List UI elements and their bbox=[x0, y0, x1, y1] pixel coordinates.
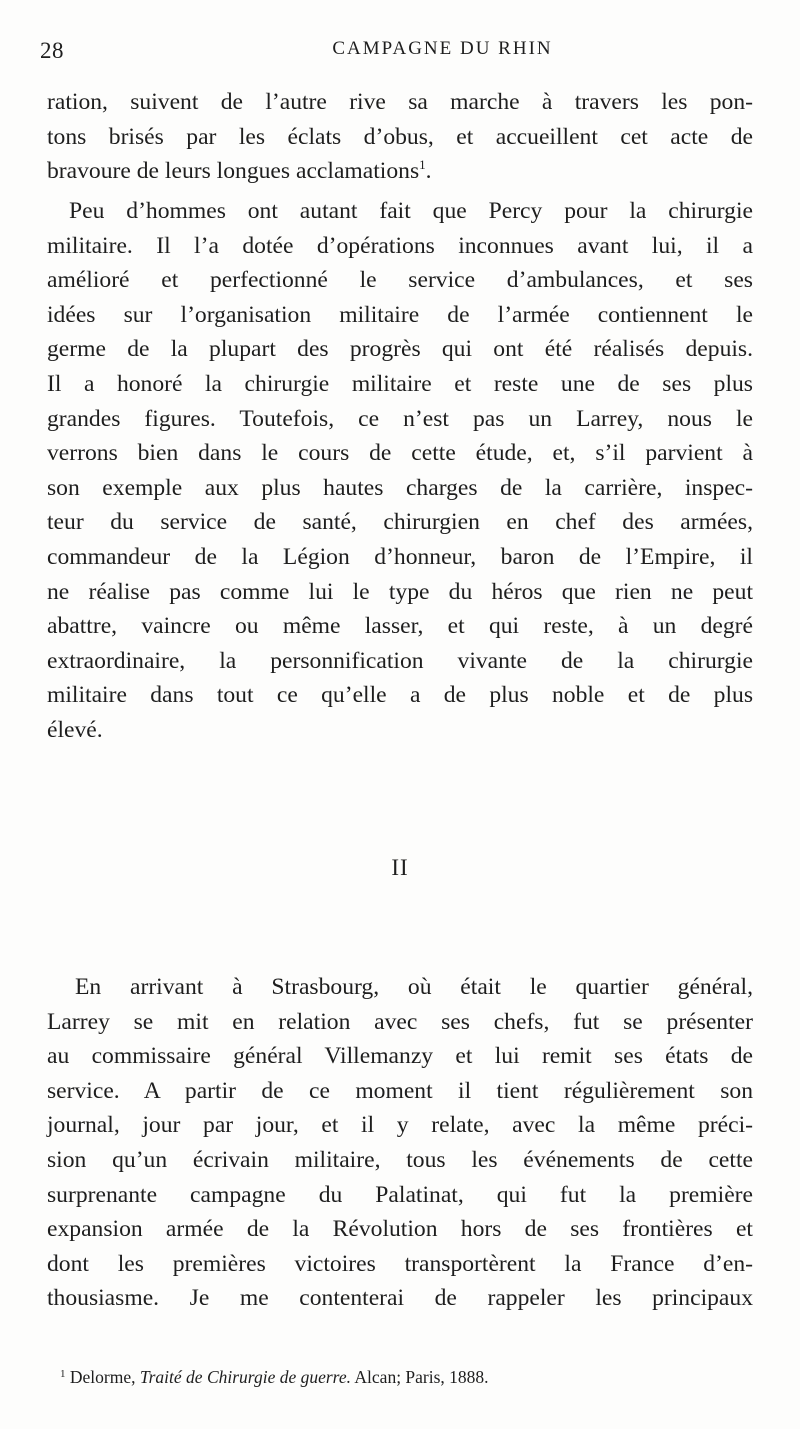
text-line: ration, suivent de l’autre rive sa marche à travers les pon- bbox=[47, 89, 753, 115]
text-line-content: bravoure de leurs longues acclamations bbox=[47, 158, 420, 185]
footnote-reference: 1 bbox=[419, 157, 426, 173]
footnote-publisher: Alcan; Paris, 1888. bbox=[354, 1367, 489, 1387]
page-header bbox=[40, 38, 755, 72]
text-line: amélioré et perfectionné le service d’ambulances, et ses bbox=[47, 267, 753, 294]
text-line bbox=[47, 154, 753, 189]
text-line: teur du service de santé, chirurgien en chef des armées, bbox=[47, 509, 753, 536]
text-line: extraordinaire, la personnification vivante de la chirurgie bbox=[47, 647, 753, 674]
footnote-author: Delorme, bbox=[69, 1367, 136, 1387]
running-title: CAMPAGNE DU RHIN bbox=[332, 38, 553, 59]
text-line: militaire. Il l’a dotée d’opérations inconnues avant lui, il a bbox=[47, 232, 753, 259]
footnote bbox=[60, 1367, 489, 1388]
page-number: 28 bbox=[40, 38, 64, 63]
text-line: tons brisés par les éclats d’obus, et accueillent cet acte de bbox=[47, 123, 753, 150]
text-line: son exemple aux plus hautes charges de la carrière, inspec- bbox=[47, 474, 753, 501]
text-line: militaire dans tout ce qu’elle a de plus noble et de plus bbox=[47, 682, 753, 709]
text-line: Peu d’hommes ont autant fait que Percy pour la chirurgie bbox=[69, 198, 753, 224]
text-line: idées sur l’organisation militaire de l’armée contiennent le bbox=[47, 301, 753, 328]
text-line: expansion armée de la Révolution hors de ses frontières et bbox=[47, 1216, 753, 1243]
text-line: service. A partir de ce moment il tient régulièrement son bbox=[47, 1077, 753, 1104]
paragraph-percy bbox=[47, 194, 753, 748]
text-line-end: . bbox=[425, 158, 432, 185]
text-line: sion qu’un écrivain militaire, tous les événements de cette bbox=[47, 1146, 753, 1173]
text-line: Larrey se mit en relation avec ses chefs, fut se présenter bbox=[47, 1008, 753, 1035]
text-line: grandes figures. Toutefois, ce n’est pas un Larrey, nous le bbox=[47, 405, 753, 432]
text-line: abattre, vaincre ou même lasser, et qui reste, à un degré bbox=[47, 613, 753, 640]
footnote-marker: 1 bbox=[60, 1368, 66, 1380]
text-line: ne réalise pas comme lui le type du héros que rien ne peut bbox=[47, 578, 753, 605]
text-line: dont les premières victoires transportèrent la France d’en- bbox=[47, 1250, 753, 1277]
text-line: surprenante campagne du Palatinat, qui fut la première bbox=[47, 1181, 753, 1208]
section-heading: II bbox=[391, 855, 409, 880]
paragraph-continuation bbox=[47, 85, 753, 189]
paragraph-strasbourg bbox=[47, 970, 753, 1316]
text-line: En arrivant à Strasbourg, où était le quartier général, bbox=[75, 974, 753, 1000]
text-line: élevé. bbox=[47, 716, 103, 743]
text-line: commandeur de la Légion d’honneur, baron de l’Empire, il bbox=[47, 543, 753, 570]
text-line: au commissaire général Villemanzy et lui remit ses états de bbox=[47, 1043, 753, 1070]
text-line: thousiasme. Je me contenterai de rappeler les principaux bbox=[47, 1285, 753, 1312]
text-line: Il a honoré la chirurgie militaire et reste une de ses plus bbox=[47, 370, 753, 397]
footnote-title: Traité de Chirurgie de guerre. bbox=[139, 1367, 351, 1387]
text-line: germe de la plupart des progrès qui ont été réalisés depuis. bbox=[47, 336, 753, 363]
text-line: verrons bien dans le cours de cette étude, et, s’il parvient à bbox=[47, 440, 753, 467]
text-line: journal, jour par jour, et il y relate, avec la même préci- bbox=[47, 1112, 753, 1139]
